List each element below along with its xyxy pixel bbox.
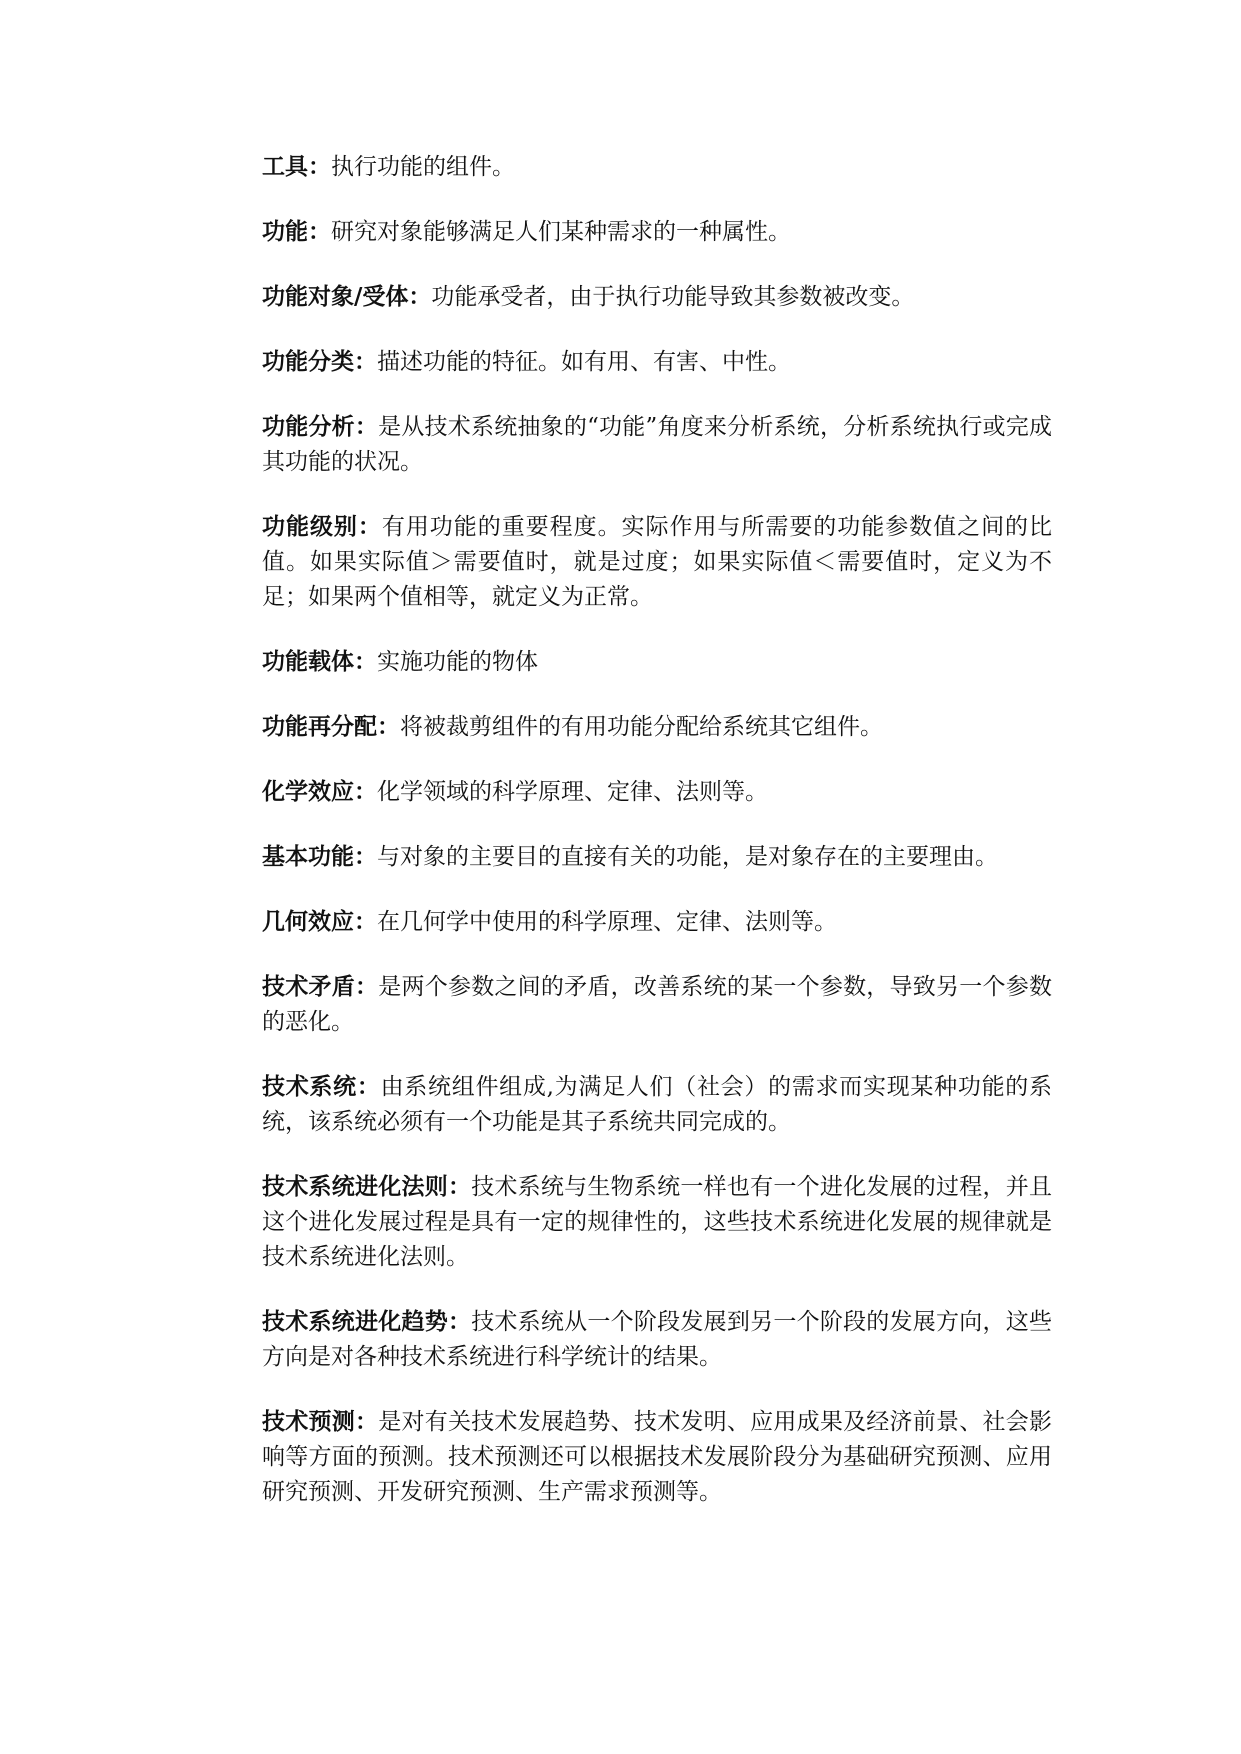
definition: 是对有关技术发展趋势、技术发明、应用成果及经济前景、社会影响等方面的预测。技术预测还可以根据技术发展阶段分为基础研究预测、应用研究预测、开发研究预测、生产需求预测等。 [262, 1409, 1053, 1505]
definition: 有用功能的重要程度。实际作用与所需要的功能参数值之间的比值。如果实际值＞需要值时，就是过度；如果实际值＜需要值时，定义为不足；如果两个值相等，就定义为正常。 [262, 514, 1052, 610]
definition: 将被裁剪组件的有用功能分配给系统其它组件。 [400, 714, 883, 740]
glossary-entry [262, 215, 1052, 250]
term: 功能载体： [262, 649, 377, 675]
glossary-entry [262, 840, 1052, 875]
definition: 是两个参数之间的矛盾，改善系统的某一个参数，导致另一个参数的恶化。 [262, 974, 1053, 1035]
term: 几何效应： [262, 909, 377, 935]
definition: 由系统组件组成,为满足人们（社会）的需求而实现某种功能的系统，该系统必须有一个功能是其子系统共同完成的。 [262, 1074, 1053, 1135]
term: 功能分类： [262, 349, 377, 375]
definition: 研究对象能够满足人们某种需求的一种属性。 [331, 219, 791, 245]
term: 功能分析： [262, 414, 379, 440]
glossary-entry [262, 645, 1052, 680]
definition: 化学领域的科学原理、定律、法则等。 [377, 779, 768, 805]
term: 功能： [262, 219, 331, 245]
term: 技术预测： [262, 1409, 379, 1435]
definition: 技术系统与生物系统一样也有一个进化发展的过程，并且这个进化发展过程是具有一定的规律性的，这些技术系统进化发展的规律就是技术系统进化法则。 [262, 1174, 1053, 1270]
definition: 在几何学中使用的科学原理、定律、法则等。 [377, 909, 837, 935]
glossary-entry [262, 510, 1052, 615]
glossary-entry [262, 1305, 1052, 1375]
glossary-entry [262, 1070, 1052, 1140]
glossary-entry [262, 150, 1052, 185]
glossary-page [262, 150, 1052, 1540]
definition: 是从技术系统抽象的“功能”角度来分析系统，分析系统执行或完成其功能的状况。 [262, 414, 1052, 475]
glossary-entry [262, 345, 1052, 380]
glossary-entry [262, 410, 1052, 480]
term: 技术矛盾： [262, 974, 379, 1000]
definition: 描述功能的特征。如有用、有害、中性。 [377, 349, 791, 375]
term: 技术系统进化法则： [262, 1174, 472, 1200]
glossary-entry [262, 970, 1052, 1040]
definition: 技术系统从一个阶段发展到另一个阶段的发展方向，这些方向是对各种技术系统进行科学统计的结果。 [262, 1309, 1053, 1370]
term: 技术系统进化趋势： [262, 1309, 472, 1335]
definition: 实施功能的物体 [377, 649, 538, 675]
term: 技术系统： [262, 1074, 381, 1100]
term: 基本功能： [262, 844, 377, 870]
definition: 与对象的主要目的直接有关的功能，是对象存在的主要理由。 [377, 844, 998, 870]
term: 功能级别： [262, 514, 382, 540]
term: 功能再分配： [262, 714, 400, 740]
glossary-entry [262, 280, 1052, 315]
term: 功能对象/受体： [262, 284, 432, 310]
glossary-entry [262, 905, 1052, 940]
glossary-entry [262, 1405, 1052, 1510]
term: 工具： [262, 154, 331, 180]
term: 化学效应： [262, 779, 377, 805]
definition: 执行功能的组件。 [331, 154, 515, 180]
definition: 功能承受者，由于执行功能导致其参数被改变。 [431, 284, 915, 310]
glossary-entry [262, 775, 1052, 810]
glossary-entry [262, 1170, 1052, 1275]
glossary-entry [262, 710, 1052, 745]
